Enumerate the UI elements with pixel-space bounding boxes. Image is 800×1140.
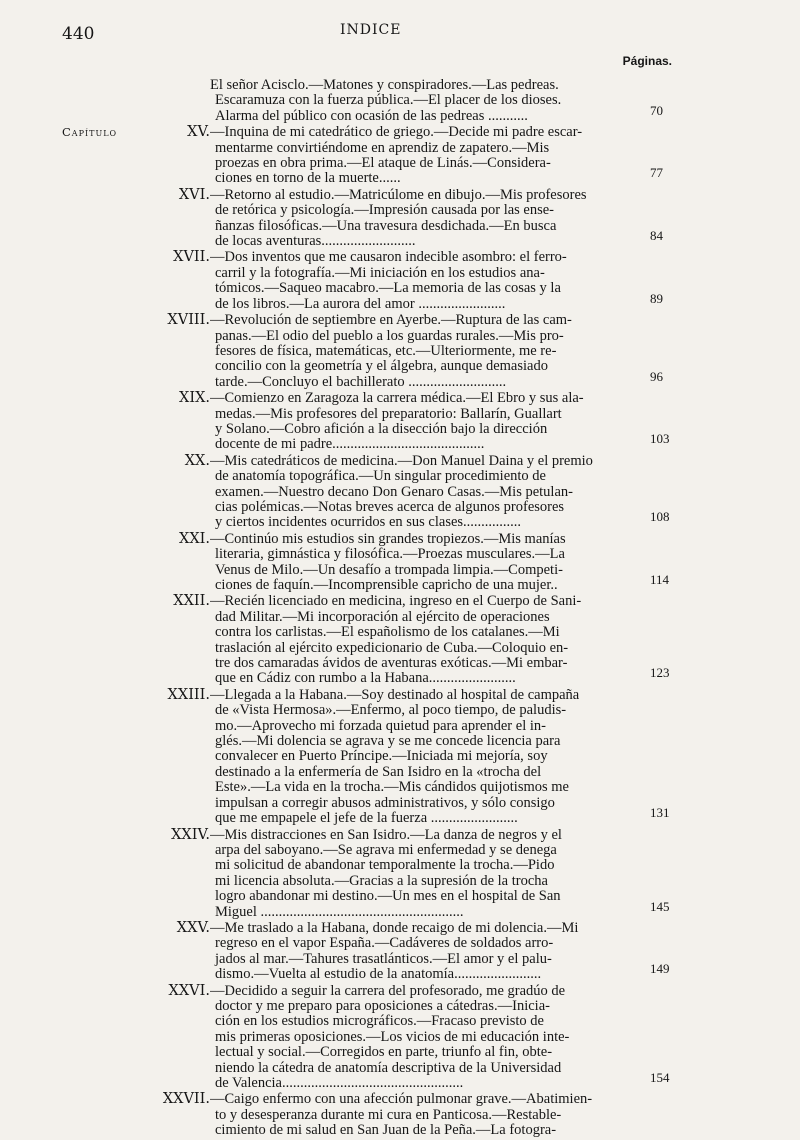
summary-line: arpa del saboyano.—Se agrava mi enfermedad y se denega bbox=[215, 842, 557, 858]
chapter-number: XXIV. bbox=[171, 826, 210, 843]
summary-line: y ciertos incidentes ocurridos en sus clases................ bbox=[215, 515, 522, 531]
chapter-summary bbox=[210, 921, 662, 983]
summary-line: concilio con la geometría y el álgebra, aunque demasiado bbox=[215, 359, 548, 375]
toc-entry bbox=[62, 982, 670, 1092]
toc-entry bbox=[62, 452, 670, 531]
summary-line: contra los carlistas.—El españolismo de los catalanes.—Mi bbox=[215, 625, 560, 641]
toc-entry bbox=[62, 919, 670, 983]
chapter-number: XV. bbox=[187, 124, 210, 141]
chapter-summary bbox=[210, 125, 662, 187]
summary-line: Venus de Milo.—Un desafío a trompada limpia.—Competi- bbox=[215, 562, 563, 578]
summary-line: —Inquina de mi catedrático de griego.—Decide mi padre escar- bbox=[210, 125, 583, 141]
toc-entry bbox=[62, 1092, 662, 1138]
summary-line: tarde.—Concluyo el bachillerato ........................... bbox=[215, 374, 507, 390]
summary-line: to y desesperanza durante mi cura en Panticosa.—Restable- bbox=[215, 1107, 562, 1123]
summary-line: que en Cádiz con rumbo a la Habana........................ bbox=[215, 671, 516, 687]
summary-line: de locas aventuras.......................... bbox=[215, 234, 416, 250]
summary-line: ciones de faquín.—Incomprensible capricho de una mujer.. bbox=[215, 578, 558, 593]
page-reference: 96 bbox=[650, 368, 663, 384]
summary-line: mis primeras oposiciones.—Los vicios de mi educación inte- bbox=[215, 1029, 570, 1045]
page-reference: 108 bbox=[650, 509, 670, 525]
chapter-summary bbox=[210, 188, 662, 250]
summary-line: dad Militar.—Mi incorporación al ejército de operaciones bbox=[215, 609, 550, 625]
summary-line: —Me traslado a la Habana, donde recaigo de mi dolencia.—Mi bbox=[210, 920, 579, 936]
toc-entry bbox=[62, 826, 670, 920]
summary-line: logro abandonar mi destino.—Un mes en el hospital de San bbox=[215, 889, 561, 905]
chapter-summary bbox=[210, 454, 662, 531]
summary-line: de Valencia.................................................. bbox=[215, 1076, 464, 1091]
summary-line: —Revolución de septiembre en Ayerbe.—Ruptura de las cam- bbox=[210, 313, 572, 329]
summary-line: ciones en torno de la muerte...... bbox=[215, 171, 401, 187]
chapter-summary bbox=[210, 984, 662, 1092]
summary-line: —Decidido a seguir la carrera del profesorado, me gradúo de bbox=[210, 983, 566, 999]
summary-line: —Recién licenciado en medicina, ingreso en el Cuerpo de Sani- bbox=[210, 594, 582, 610]
summary-line: literaria, gimnástica y filosófica.—Proezas musculares.—La bbox=[215, 547, 565, 563]
toc-entry bbox=[62, 313, 662, 390]
chapter-summary bbox=[210, 594, 662, 686]
summary-line: jados al mar.—Tahures trasatlánticos.—El amor y el palu- bbox=[215, 951, 552, 967]
chapter-summary bbox=[210, 828, 662, 920]
summary-line: —Mis catedráticos de medicina.—Don Manuel Daina y el premio bbox=[210, 453, 593, 469]
summary-line: de retórica y psicología.—Impresión causada por las ense- bbox=[215, 203, 555, 219]
summary-line: cias polémicas.—Notas breves acerca de algunos profesores bbox=[215, 499, 565, 515]
summary-line: niendo la cátedra de anatomía descriptiva de la Universidad bbox=[215, 1060, 562, 1076]
chapter-number: XXII. bbox=[173, 593, 210, 610]
summary-line: de anatomía topográfica.—Un singular procedimiento de bbox=[215, 469, 546, 485]
chapter-summary bbox=[210, 78, 662, 124]
summary-line: traslación al ejército expedicionario de Cuba.—Coloquio en- bbox=[215, 640, 569, 656]
page-reference: 149 bbox=[650, 961, 670, 977]
summary-line: de «Vista Hermosa».—Enfermo, al poco tiempo, de paludis- bbox=[215, 703, 567, 719]
summary-line: carril y la fotografía.—Mi iniciación en los estudios ana- bbox=[215, 265, 545, 281]
chapter-number: XVIII. bbox=[167, 312, 210, 329]
chapter-summary bbox=[210, 313, 662, 390]
page-reference: 114 bbox=[650, 571, 670, 587]
page-reference: 70 bbox=[650, 102, 663, 118]
summary-line: —Continúo mis estudios sin grandes tropiezos.—Mis manías bbox=[210, 531, 566, 547]
summary-line: fesores de física, matemáticas, etc.—Ulteriormente, me re- bbox=[215, 343, 557, 359]
chapter-summary bbox=[210, 688, 662, 827]
summary-line: mi solicitud de abandonar temporalmente la trocha.—Pido bbox=[215, 858, 555, 874]
summary-line: tómicos.—Saqueo macabro.—La memoria de las cosas y la bbox=[215, 281, 561, 297]
summary-line: —Dos inventos que me causaron indecible asombro: el ferro- bbox=[210, 250, 567, 266]
summary-line: —Retorno al estudio.—Matricúlome en dibujo.—Mis profesores bbox=[210, 187, 587, 203]
pages-column-header: Páginas. bbox=[622, 54, 672, 68]
summary-line: impulsan a corregir abusos administrativos, y sólo consigo bbox=[215, 795, 555, 811]
summary-line: que me empapele el jefe de la fuerza ........................ bbox=[215, 811, 518, 827]
toc-entry bbox=[62, 250, 662, 312]
page-number: 440 bbox=[62, 24, 95, 44]
chapter-number: XXVI. bbox=[168, 982, 210, 999]
chapter-summary bbox=[210, 250, 662, 312]
summary-line: mo.—Aprovecho mi forzada quietud para aprender el in- bbox=[215, 718, 546, 734]
chapter-number: XVI. bbox=[178, 186, 210, 203]
chapter-summary bbox=[210, 391, 662, 453]
table-of-contents bbox=[62, 78, 670, 1140]
chapter-number: XXVII. bbox=[162, 1091, 210, 1108]
page-reference: 145 bbox=[650, 898, 670, 914]
summary-line: examen.—Nuestro decano Don Genaro Casas.—Mis petulan- bbox=[215, 484, 573, 500]
chapter-number: XXV. bbox=[176, 919, 210, 936]
running-head: INDICE bbox=[340, 22, 402, 38]
summary-line: docente de mi padre.......................................... bbox=[215, 437, 485, 453]
chapter-label: Capítulo bbox=[62, 125, 118, 140]
summary-line: mi licencia absoluta.—Gracias a la supresión de la trocha bbox=[215, 873, 548, 889]
summary-line: Este».—La vida en la trocha.—Mis cándidos quijotismos me bbox=[215, 780, 569, 796]
summary-line: ción en los estudios micrográficos.—Fracaso previsto de bbox=[215, 1014, 544, 1030]
summary-line: Escaramuza con la fuerza pública.—El placer de los dioses. bbox=[215, 93, 562, 109]
summary-line: dismo.—Vuelta al estudio de la anatomía........................ bbox=[215, 967, 542, 983]
toc-entry bbox=[62, 593, 670, 687]
toc-entry bbox=[62, 125, 662, 187]
chapter-number: XXIII. bbox=[167, 686, 210, 703]
page-reference: 154 bbox=[650, 1069, 670, 1085]
summary-line: —Llegada a la Habana.—Soy destinado al hospital de campaña bbox=[210, 687, 580, 703]
chapter-number: XVII. bbox=[173, 249, 210, 266]
summary-line: medas.—Mis profesores del preparatorio: Ballarín, Guallart bbox=[215, 406, 562, 422]
chapter-number: XXI. bbox=[179, 530, 210, 547]
summary-line: proezas en obra prima.—El ataque de Linás.—Considera- bbox=[215, 156, 551, 172]
summary-line: —Comienzo en Zaragoza la carrera médica.—El Ebro y sus ala- bbox=[210, 391, 584, 407]
page-reference: 77 bbox=[650, 165, 663, 181]
summary-line: Miguel ........................................................ bbox=[215, 904, 464, 920]
chapter-number: XIX. bbox=[179, 390, 210, 407]
summary-line: glés.—Mi dolencia se agrava y se me concede licencia para bbox=[215, 734, 561, 750]
chapter-number: XX. bbox=[184, 452, 210, 469]
summary-line: y Solano.—Cobro afición a la disección bajo la dirección bbox=[215, 421, 548, 437]
toc-entry bbox=[62, 188, 662, 250]
summary-line: destinado a la enfermería de San Isidro en la «trocha del bbox=[215, 764, 542, 780]
toc-entry bbox=[62, 390, 670, 453]
chapter-summary bbox=[210, 1092, 662, 1138]
summary-line: cimiento de mi salud en San Juan de la Peña.—La fotogra- bbox=[215, 1123, 557, 1139]
summary-line: Alarma del público con ocasión de las pedreas ........... bbox=[215, 108, 528, 124]
page-reference: 84 bbox=[650, 228, 663, 244]
toc-entry bbox=[62, 686, 670, 827]
summary-line: convalecer en Puerto Príncipe.—Iniciada mi mejoría, soy bbox=[215, 749, 548, 765]
summary-line: panas.—El odio del pueblo a los guardas rurales.—Mis pro- bbox=[215, 328, 564, 344]
page-reference: 89 bbox=[650, 290, 663, 306]
summary-line: doctor y me preparo para oposiciones a cátedras.—Inicia- bbox=[215, 998, 550, 1014]
summary-line: —Caigo enfermo con una afección pulmonar grave.—Abatimien- bbox=[210, 1092, 593, 1108]
summary-line: El señor Acisclo.—Matones y conspiradores.—Las pedreas. bbox=[210, 78, 559, 93]
summary-line: lectual y social.—Corregidos en parte, triunfo al fin, obte- bbox=[215, 1045, 553, 1061]
page-reference: 123 bbox=[650, 665, 670, 681]
summary-line: ñanzas filosóficas.—Una travesura desdichada.—En busca bbox=[215, 218, 557, 234]
summary-line: tre dos camaradas ávidos de aventuras exóticas.—Mi embar- bbox=[215, 656, 568, 672]
chapter-summary bbox=[210, 532, 662, 594]
toc-entry bbox=[62, 78, 662, 124]
summary-line: de los libros.—La aurora del amor ........................ bbox=[215, 296, 506, 312]
page-reference: 131 bbox=[650, 805, 670, 821]
summary-line: regreso en el vapor España.—Cadáveres de soldados arro- bbox=[215, 936, 554, 952]
toc-entry bbox=[62, 530, 670, 594]
summary-line: —Mis distracciones en San Isidro.—La danza de negros y el bbox=[210, 827, 562, 843]
summary-line: mentarme convirtiéndome en aprendiz de zapatero.—Mis bbox=[215, 140, 550, 156]
page-reference: 103 bbox=[650, 431, 670, 447]
